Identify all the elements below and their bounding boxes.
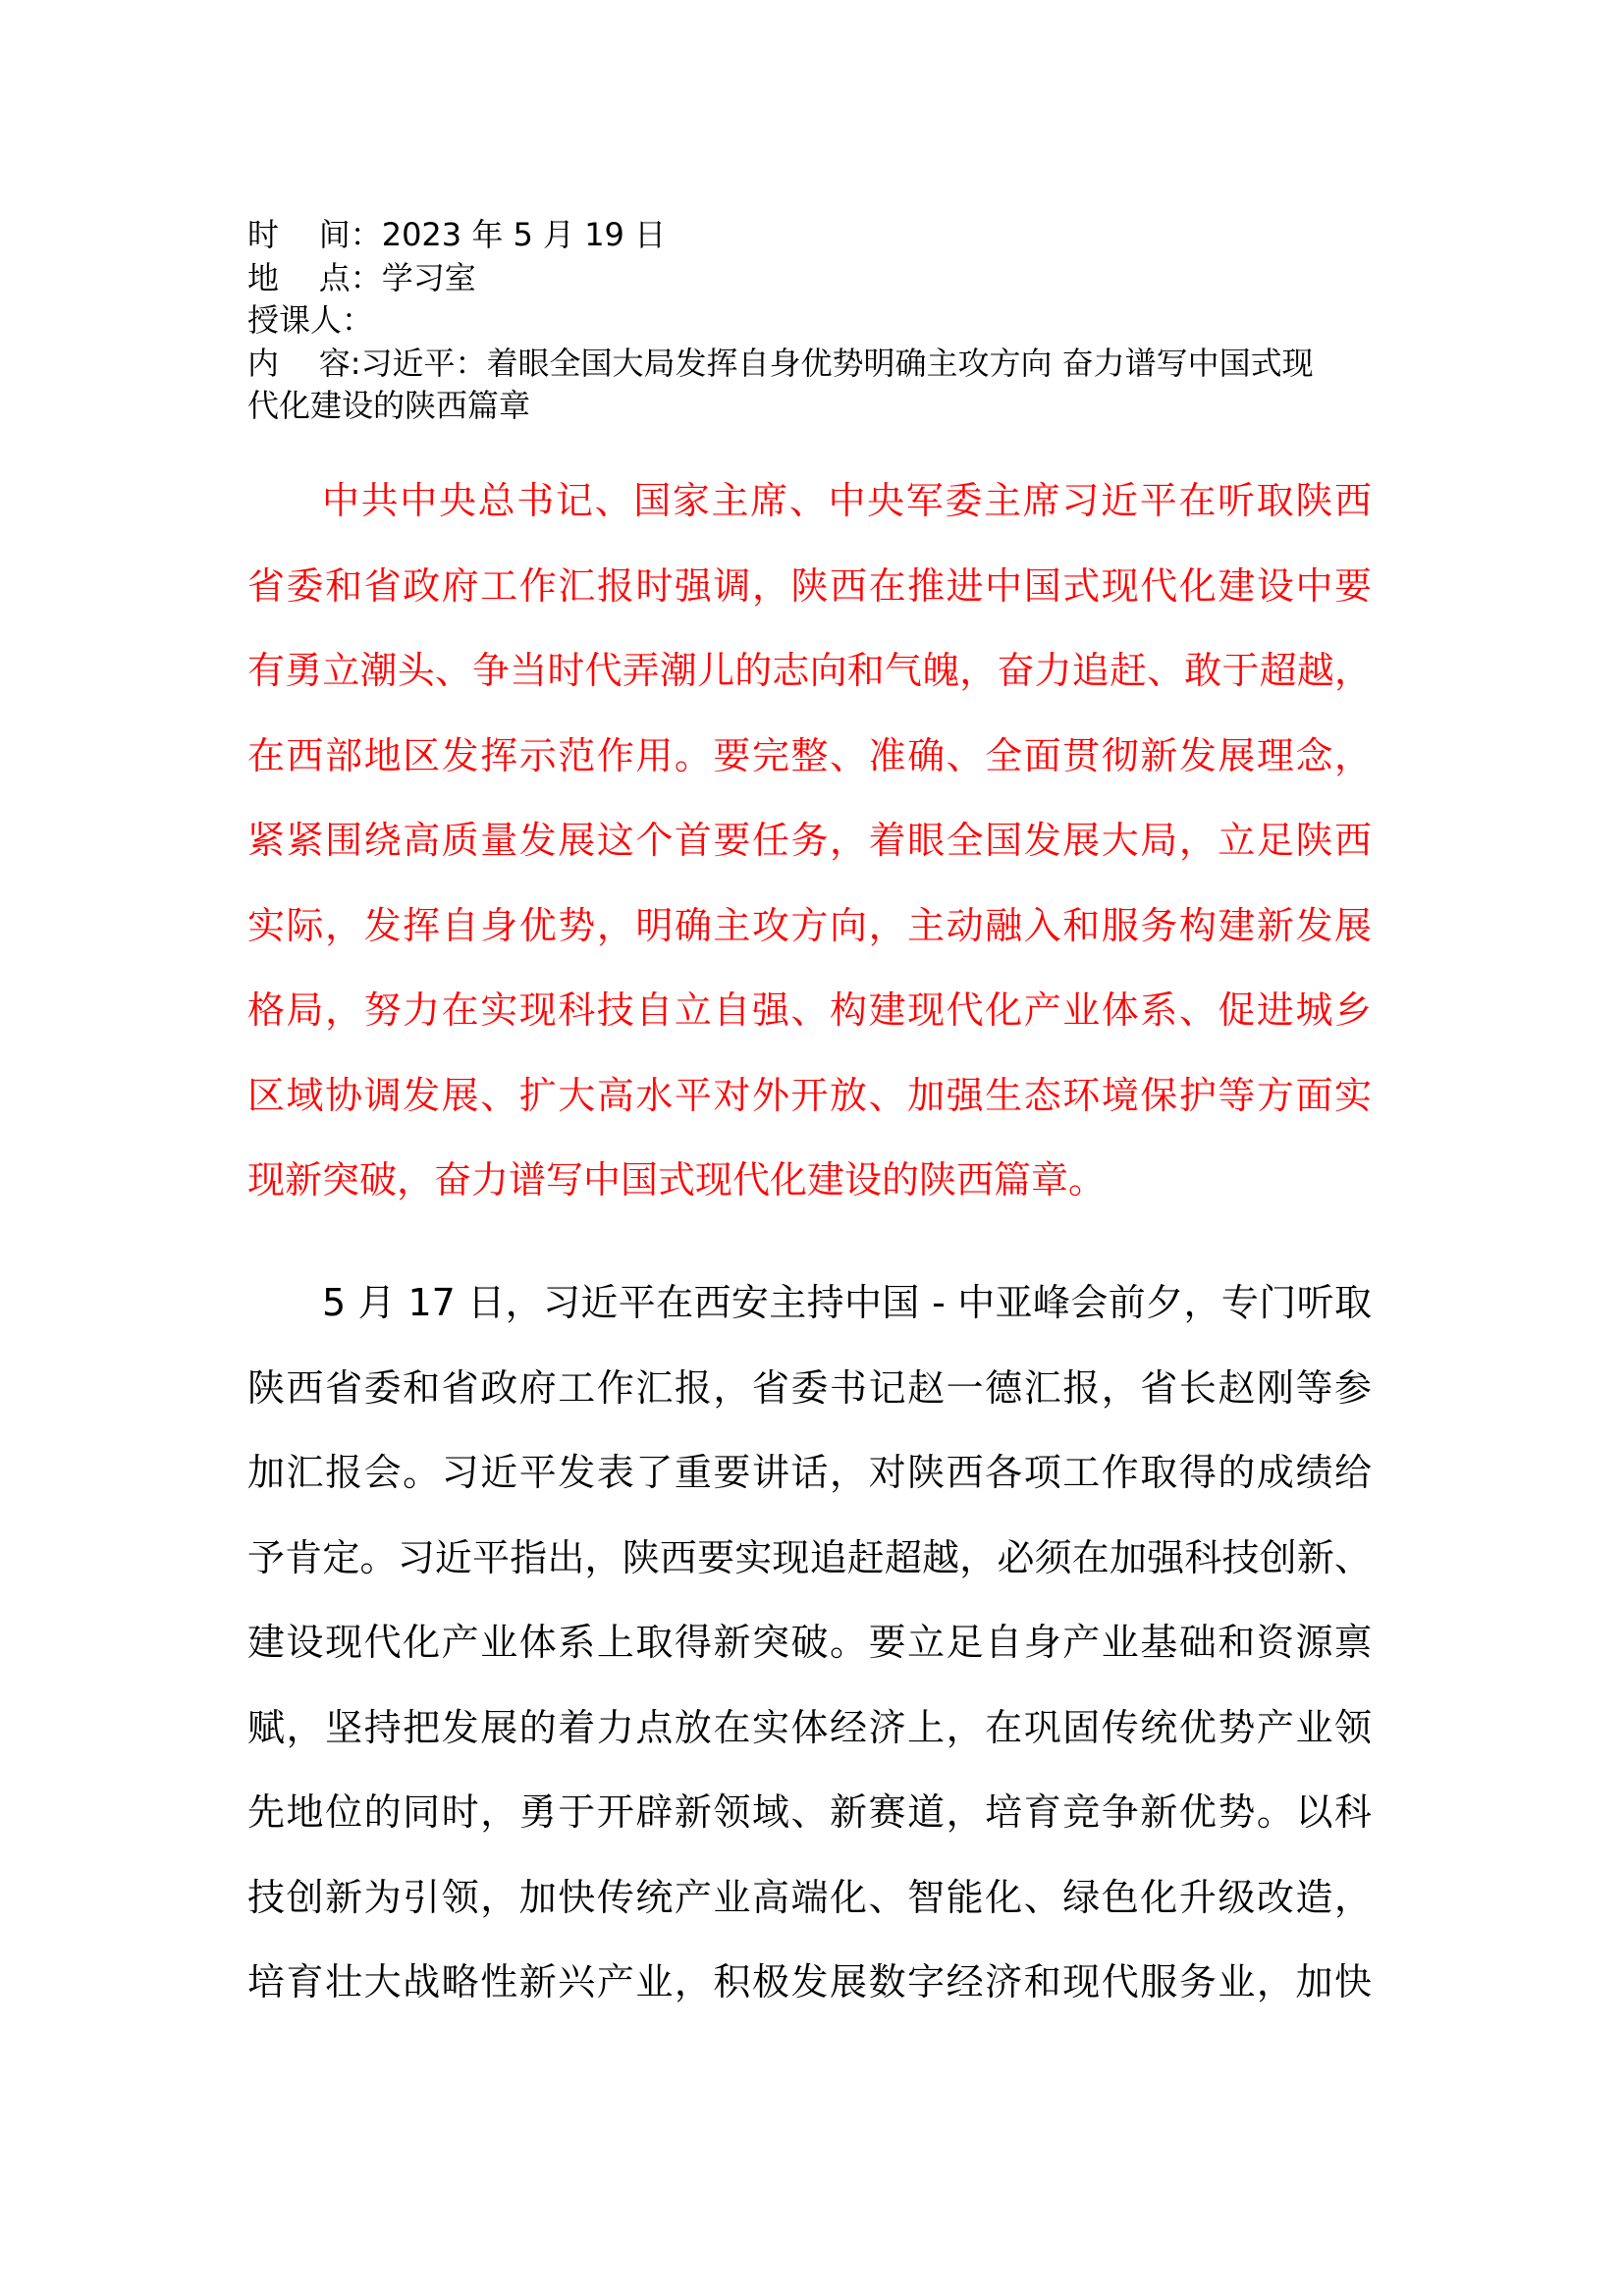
paragraph-line: 省委和省政府工作汇报时强调，陕西在推进中国式现代化建设中要 [247,563,1372,608]
time-value: 2023 年 5 月 19 日 [381,216,667,253]
paragraph-line: 先地位的同时，勇于开辟新领域、新赛道，培育竞争新优势。以科 [247,1790,1372,1834]
paragraph-line: 格局，努力在实现科技自立自强、构建现代化产业体系、促进城乡 [247,988,1372,1032]
paragraph-line: 实际，发挥自身优势，明确主攻方向，主动融入和服务构建新发展 [247,903,1372,947]
lecturer-label: 授课人： [247,301,374,339]
paragraph-line: 赋，坚持把发展的着力点放在实体经济上，在巩固传统优势产业领 [247,1705,1372,1749]
paragraph-line: 现新突破，奋力谱写中国式现代化建设的陕西篇章。 [247,1158,1107,1201]
paragraph-line: 陕西省委和省政府工作汇报，省委书记赵一德汇报，省长赵刚等参 [247,1365,1372,1410]
paragraph-line: 加汇报会。习近平发表了重要讲话，对陕西各项工作取得的成绩给 [247,1451,1372,1494]
content-value: 习近平：着眼全国大局发挥自身优势明确主攻方向 奋力谱写中国式现 [360,344,1314,382]
paragraph-line: 区域协调发展、扩大高水平对外开放、加强生态环境保护等方面实 [247,1073,1372,1117]
paragraph-line: 建设现代化产业体系上取得新突破。要立足自身产业基础和资源禀 [247,1621,1372,1664]
paragraph-line: 培育壮大战略性新兴产业，积极发展数字经济和现代服务业，加快 [247,1960,1372,2003]
highlight-paragraph [247,458,1372,1223]
lecture-info-header [247,214,1377,428]
time-label: 时 间： [247,216,382,253]
body-paragraph [247,1260,1372,2025]
paragraph-line: 5 月 17 日，习近平在西安主持中国 - 中亚峰会前夕，专门听取 [322,1281,1372,1324]
content-value-continuation: 代化建设的陕西篇章 [247,387,531,424]
content-label: 内 容: [247,344,361,382]
paragraph-line: 有勇立潮头、争当时代弄潮儿的志向和气魄，奋力追赶、敢于超越， [247,649,1372,692]
place-value: 学习室 [381,258,476,296]
paragraph-line: 紧紧围绕高质量发展这个首要任务，着眼全国发展大局，立足陕西 [247,819,1372,862]
paragraph-line: 予肯定。习近平指出，陕西要实现追赶超越，必须在加强科技创新、 [247,1535,1372,1579]
paragraph-line: 技创新为引领，加快传统产业高端化、智能化、绿色化升级改造， [247,1875,1372,1919]
paragraph-line: 在西部地区发挥示范作用。要完整、准确、全面贯彻新发展理念， [247,733,1372,777]
paragraph-line: 中共中央总书记、国家主席、中央军委主席习近平在听取陕西 [322,479,1372,522]
place-label: 地 点： [247,258,382,296]
place-row [247,257,1377,300]
lecturer-row [247,299,1377,343]
content-row [247,343,1377,386]
content-row-continuation [247,385,1377,428]
time-row [247,214,1377,257]
